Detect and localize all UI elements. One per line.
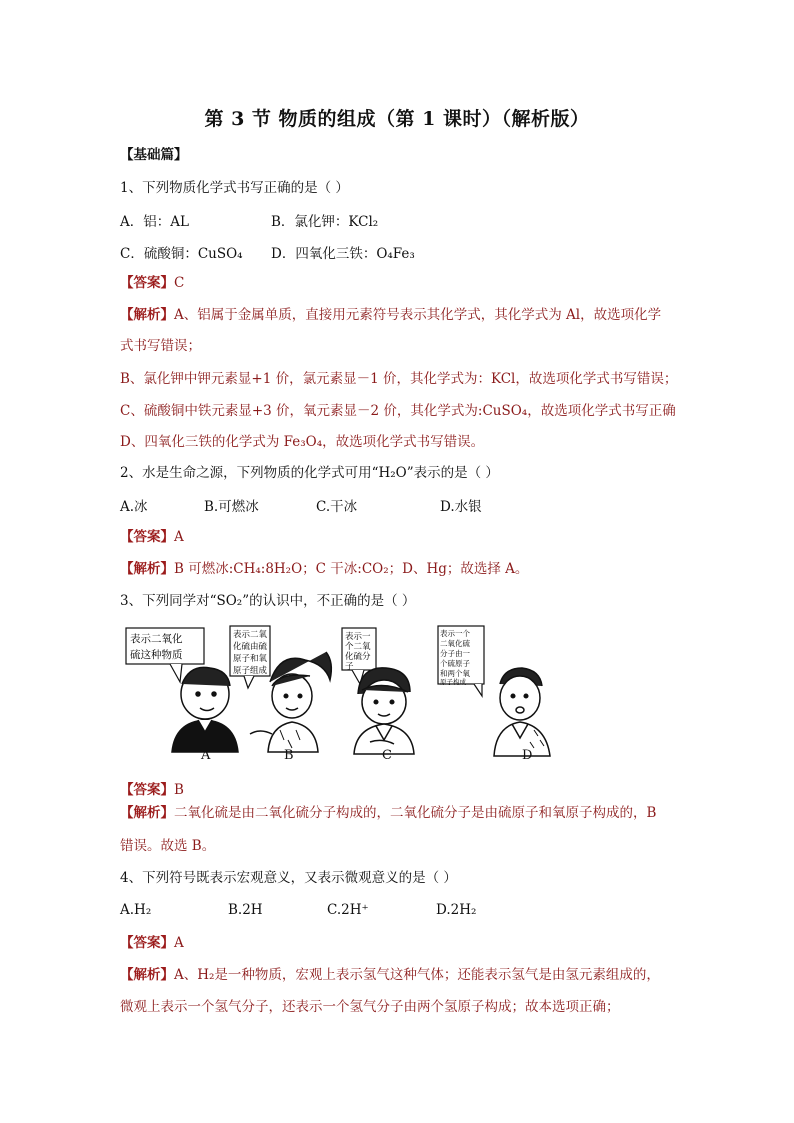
q2-stem: 2、水是生命之源，下列物质的化学式可用“H₂O”表示的是（ ） (120, 465, 499, 481)
svg-text:表示一: 表示一 (345, 632, 371, 642)
q1-analysis-line-3: B、氯化钾中钾元素显+1 价，氯元素显－1 价，其化学式为：KCl，故选项化学式书写错误； (120, 371, 678, 387)
q4-analysis-line-1: 【解析】A、H₂是一种物质，宏观上表示氢气这种气体；还能表示氢气是由氢元素组成的， (120, 967, 660, 983)
q1-options-row-1 (120, 210, 680, 230)
student-c-figure (354, 668, 414, 754)
answer-tag: 【答案】 (120, 275, 174, 291)
q1-option-b: B．氯化钾：KCl₂ (271, 214, 379, 230)
svg-text:表示二氧化: 表示二氧化 (130, 633, 183, 645)
q3-stem: 3、下列同学对“SO₂”的认识中，不正确的是（ ） (120, 593, 416, 609)
svg-text:子: 子 (345, 662, 354, 672)
q1-analysis-line-1: 【解析】A、铝属于金属单质，直接用元素符号表示其化学式，其化学式为 Al，故选项化学 (120, 307, 662, 323)
q3-label-c: C (382, 748, 392, 763)
svg-text:化硫由硫: 化硫由硫 (233, 642, 268, 652)
q3-analysis-line-1: 【解析】二氧化硫是由二氧化硫分子构成的，二氧化硫分子是由硫原子和氧原子构成的，B (120, 805, 657, 821)
svg-text:原子构成: 原子构成 (440, 678, 466, 686)
q4-answer: 【答案】A (120, 935, 184, 951)
q2-options-row (120, 495, 680, 515)
q3-analysis-line-2: 错误。故选 B。 (120, 838, 216, 854)
q2-option-c: C.干冰 (316, 499, 358, 515)
q3-label-a: A (201, 748, 211, 763)
svg-text:硫这种物质: 硫这种物质 (130, 649, 183, 661)
q1-analysis-line-2: 式书写错误； (120, 338, 201, 354)
q1-answer-value: C (174, 275, 185, 291)
svg-text:表示二氧: 表示二氧 (233, 630, 268, 640)
student-d-figure (494, 668, 550, 756)
svg-text:和两个氧: 和两个氧 (440, 669, 470, 678)
q1-analysis-line-4: C、硫酸铜中铁元素显+3 价，氧元素显－2 价，其化学式为:CuSO₄，故选项化学式书写正确 (120, 403, 676, 419)
svg-text:分子由一: 分子由一 (440, 649, 470, 658)
q2-analysis: 【解析】B 可燃冰:CH₄:8H₂O；C 干冰:CO₂；D、Hg；故选择 A。 (120, 561, 529, 577)
q1-options-row-2 (120, 242, 680, 262)
q2-option-d: D.水银 (440, 499, 482, 515)
q2-option-b: B.可燃冰 (204, 499, 259, 515)
q2-answer: 【答案】A (120, 529, 184, 545)
svg-text:化硫分: 化硫分 (345, 652, 371, 662)
q2-answer-value: A (174, 529, 184, 545)
q4-analysis-line-2: 微观上表示一个氢气分子，还表示一个氢气分子由两个氢原子构成；故本选项正确； (120, 999, 620, 1015)
q4-option-d: D.2H₂ (436, 902, 477, 918)
q1-option-d: D．四氧化三铁：O₄Fe₃ (271, 246, 415, 262)
q1-stem: 1、下列物质化学式书写正确的是（ ） (120, 180, 349, 196)
student-a-figure (172, 667, 238, 752)
svg-text:原子和氧: 原子和氧 (233, 654, 268, 664)
q4-option-a: A.H₂ (120, 902, 152, 918)
svg-text:个二氧: 个二氧 (345, 642, 371, 652)
svg-text:表示一个: 表示一个 (440, 629, 470, 638)
q4-answer-value: A (174, 935, 184, 951)
q3-label-b: B (284, 748, 294, 763)
q4-option-b: B.2H (228, 902, 263, 918)
q4-stem: 4、下列符号既表示宏观意义，又表示微观意义的是（ ） (120, 870, 457, 886)
q1-analysis-line-5: D、四氧化三铁的化学式为 Fe₃O₄，故选项化学式书写错误。 (120, 434, 485, 450)
q1-answer (120, 273, 680, 293)
q1-option-c: C．硫酸铜：CuSO₄ (120, 246, 243, 262)
speech-bubble-d (438, 626, 484, 696)
page-title: 第 3 节 物质的组成（第 1 课时）（解析版） (204, 108, 590, 130)
q3-answer: 【答案】B (120, 782, 184, 798)
analysis-tag: 【解析】 (120, 307, 174, 323)
q4-options-row (120, 902, 680, 922)
section-heading: 【基础篇】 (120, 147, 188, 163)
speech-bubble-b (230, 626, 270, 688)
svg-text:原子组成: 原子组成 (233, 666, 268, 676)
svg-text:个硫原子: 个硫原子 (440, 659, 470, 668)
q2-option-a: A.冰 (120, 499, 148, 515)
q1-option-a: A．铝：AL (120, 214, 189, 230)
q3-label-d: D (522, 748, 533, 763)
q3-answer-value: B (174, 782, 184, 798)
svg-text:二氧化硫: 二氧化硫 (440, 639, 470, 648)
q3-cartoon-figure (120, 622, 570, 767)
q4-option-c: C.2H⁺ (327, 902, 369, 918)
